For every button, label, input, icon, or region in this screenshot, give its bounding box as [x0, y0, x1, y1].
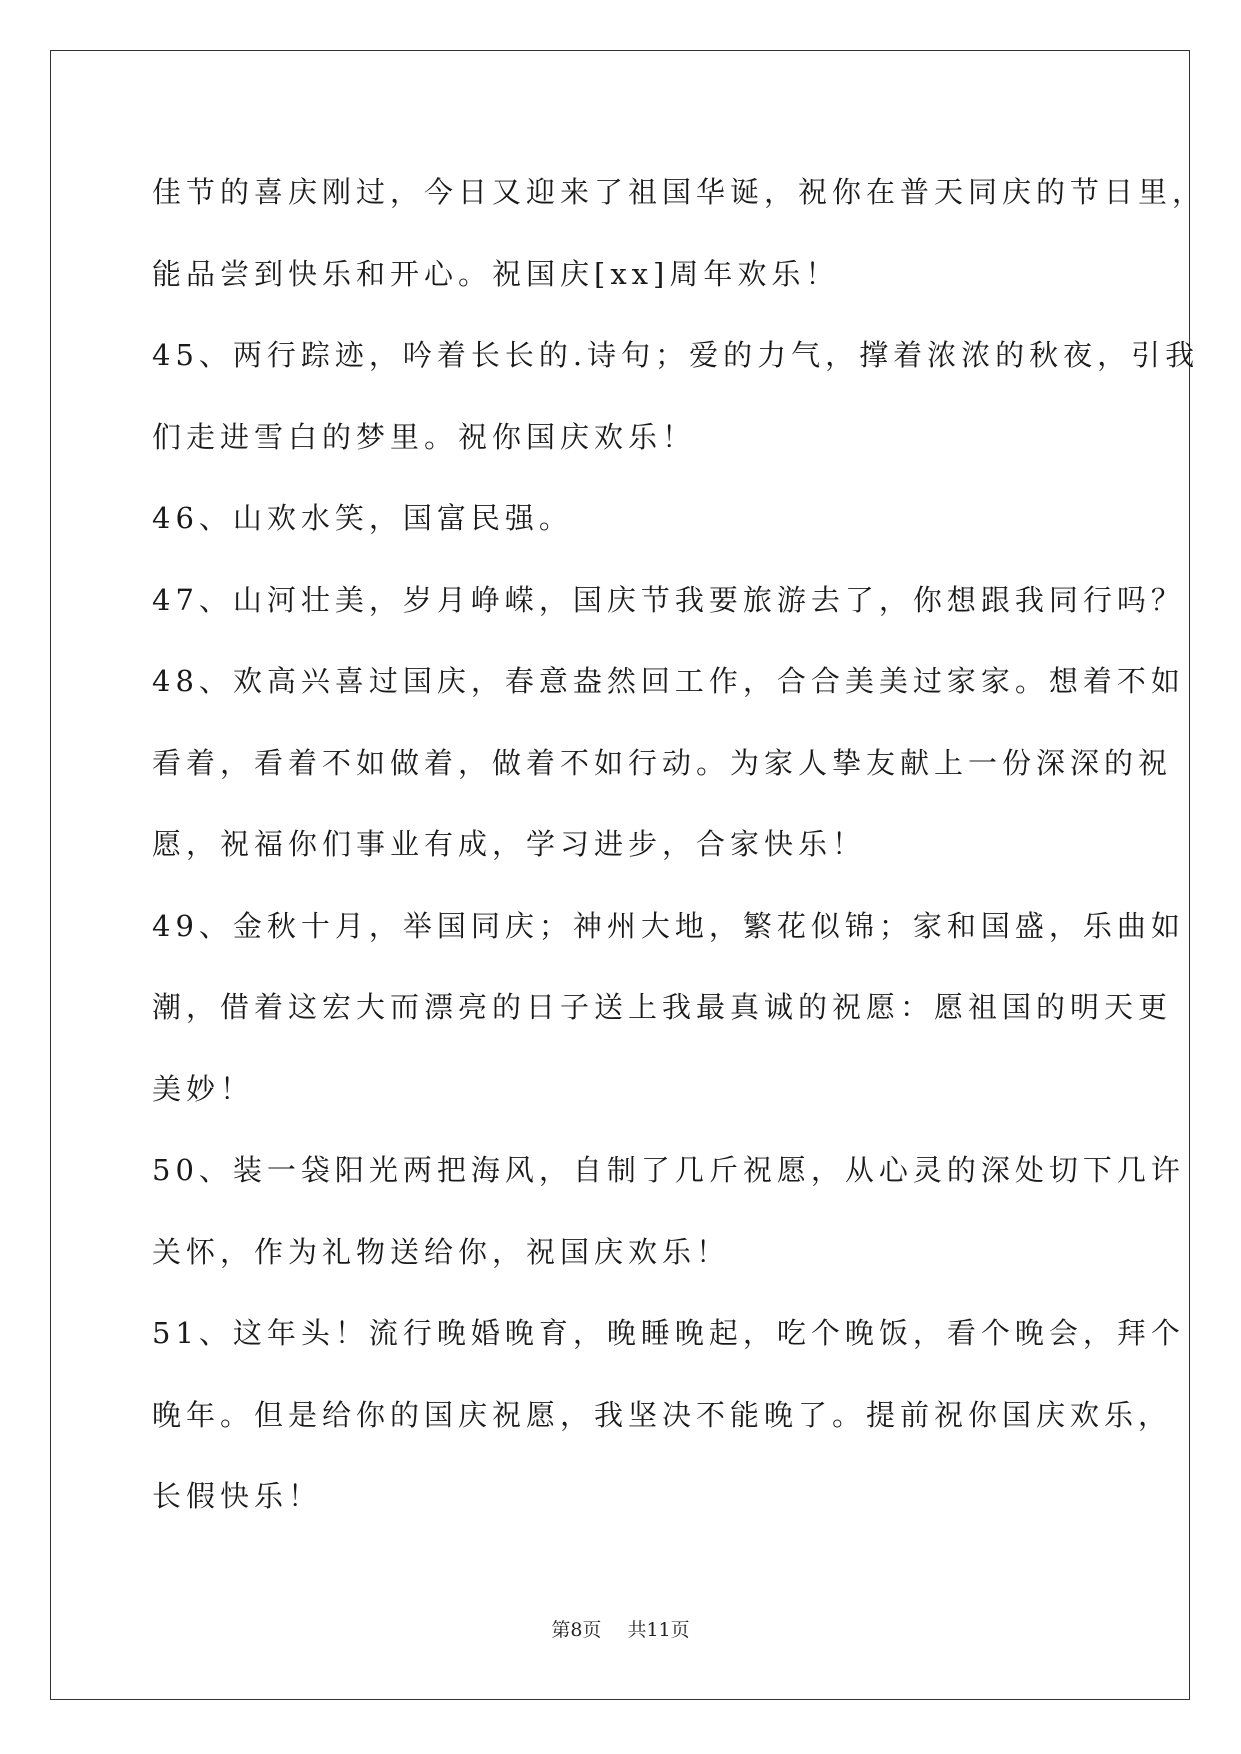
text-line: 看着，看着不如做着，做着不如行动。为家人挚友献上一份深深的祝 [152, 745, 1173, 780]
text-line: 愿，祝福你们事业有成，学习进步，合家快乐！ [152, 827, 867, 861]
document-body [152, 152, 1207, 1538]
total-page-count: 共11页 [627, 1619, 690, 1641]
text-line: 佳节的喜庆刚过，今日又迎来了祖国华诞，祝你在普天同庆的节日里， [152, 175, 1207, 209]
text-line: 46、山欢水笑，国富民强。 [152, 501, 573, 535]
text-line: 50、装一袋阳光两把海风，自制了几斤祝愿，从心灵的深处切下几许 [152, 1153, 1185, 1187]
text-line: 长假快乐！ [152, 1479, 323, 1513]
text-line: 能品尝到快乐和开心。祝国庆[xx]周年欢乐！ [152, 256, 840, 291]
text-line: 49、金秋十月，举国同庆；神州大地，繁花似锦；家和国盛，乐曲如 [152, 908, 1185, 943]
text-line: 关怀，作为礼物送给你，祝国庆欢乐！ [152, 1234, 731, 1269]
page-footer [0, 1618, 1241, 1642]
text-line: 晚年。但是给你的国庆祝愿，我坚决不能晚了。提前祝你国庆欢乐， [152, 1397, 1173, 1432]
text-line: 48、欢高兴喜过国庆，春意盎然回工作，合合美美过家家。想着不如 [152, 664, 1185, 698]
text-line: 们走进雪白的梦里。祝你国庆欢乐！ [152, 419, 697, 454]
text-line: 51、这年头！流行晚婚晚育，晚睡晚起，吃个晚饭，看个晚会，拜个 [152, 1316, 1185, 1350]
text-line: 47、山河壮美，岁月峥嵘，国庆节我要旅游去了，你想跟我同行吗？ [152, 582, 1185, 617]
text-line: 潮，借着这宏大而漂亮的日子送上我最真诚的祝愿：愿祖国的明天更 [152, 990, 1173, 1024]
current-page-number: 第8页 [551, 1619, 602, 1641]
text-line: 美妙！ [152, 1071, 255, 1106]
text-line: 45、两行踪迹，吟着长长的.诗句；爱的力气，撑着浓浓的秋夜，引我 [152, 338, 1200, 372]
